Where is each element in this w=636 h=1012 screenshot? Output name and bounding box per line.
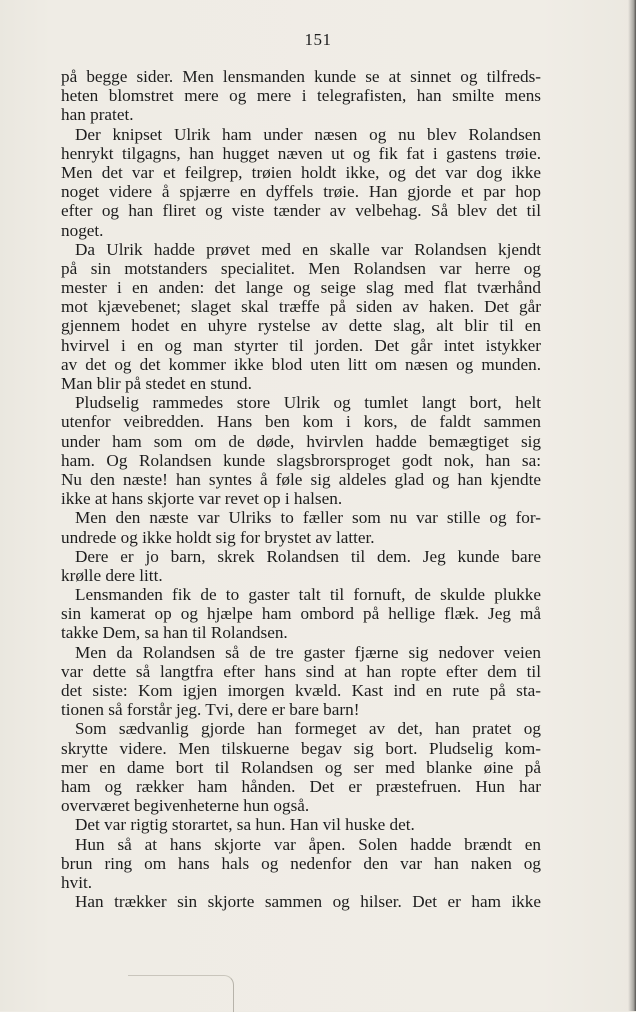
- body-text: [61, 67, 541, 911]
- text-line: under ham som om de døde, hvirvlen hadde bemægtiget sig: [61, 431, 541, 451]
- text-line: ikke at hans skjorte var revet op i halsen.: [61, 489, 343, 509]
- text-line: Som sædvanlig gjorde han formeget av det, han pratet og: [75, 719, 541, 739]
- text-line: gjennem hodet en uhyre rystelse av dette slag, alt blir til en: [61, 316, 541, 336]
- text-line: Men det var et feilgrep, trøien holdt ikke, og det var dog ikke: [61, 162, 541, 182]
- text-line: hvirvel i en og man styrter til jorden. Det går intet istykker: [61, 335, 541, 355]
- text-line: var dette så langtfra efter hans sind at han ropte efter dem til: [61, 661, 541, 681]
- text-line: noget videre å spjærre en dyffels trøie. Han gjorde et par hop: [61, 182, 541, 202]
- text-line: Da Ulrik hadde prøvet med en skalle var Rolandsen kjendt: [75, 239, 541, 259]
- text-line: skrytte videre. Men tilskuerne begav sig bort. Pludselig kom-: [61, 738, 541, 758]
- text-line: Nu den næste! han syntes å føle sig aldeles glad og han kjendte: [61, 469, 541, 489]
- text-line: Hun så at hans skjorte var åpen. Solen hadde brændt en: [75, 834, 541, 854]
- text-line: krølle dere litt.: [61, 565, 163, 585]
- text-line: noget.: [61, 220, 104, 240]
- text-line: Man blir på stedet en stund.: [61, 374, 252, 393]
- text-line: av det og det kommer ikke blod uten litt om næsen og munden.: [61, 354, 541, 374]
- text-line: Pludselig rammedes store Ulrik og tumlet langt bort, helt: [75, 393, 541, 413]
- page-number: 151: [304, 30, 332, 49]
- text-line: Dere er jo barn, skrek Rolandsen til dem. Jeg kunde bare: [75, 546, 541, 566]
- text-line: ham. Og Rolandsen kunde slagsbrorsproget godt nok, han sa:: [61, 450, 541, 470]
- text-line: Men da Rolandsen så de tre gaster fjærne sig nedover veien: [75, 642, 541, 662]
- page-fold-mark: [128, 975, 234, 1012]
- text-line: mester i en anden: det lange og seige slag med flat tværhånd: [61, 278, 541, 298]
- text-line: han pratet.: [61, 105, 134, 125]
- text-line: Det var rigtig storartet, sa hun. Han vil huske det.: [75, 815, 415, 835]
- page-edge-shadow: [628, 0, 636, 1011]
- text-line: efter og han fliret og viste tænder av velbehag. Så blev det til: [61, 201, 541, 221]
- text-line: det siste: Kom igjen imorgen kvæld. Kast ind en rute på sta-: [61, 681, 541, 700]
- text-line: brun ring om hans hals og nedenfor den var han naken og: [61, 853, 541, 873]
- text-line: Der knipset Ulrik ham under næsen og nu blev Rolandsen: [75, 124, 541, 144]
- text-line: Lensmanden fik de to gaster talt til fornuft, de skulde plukke: [75, 585, 541, 605]
- text-line: henrykt tilgagns, han hugget næven ut og fik fat i gastens trøie.: [61, 143, 541, 163]
- text-line: ham og rækker ham hånden. Det er præstefruen. Hun har: [61, 776, 541, 796]
- text-line: sin kamerat op og hjælpe ham ombord på hellige flæk. Jeg må: [61, 604, 541, 624]
- text-line: tionen så forstår jeg. Tvi, dere er bare barn!: [61, 700, 360, 720]
- text-line: overværet begivenheterne hun også.: [61, 796, 310, 816]
- text-line: mot kjævebenet; slaget skal træffe på siden av haken. Det går: [61, 297, 541, 317]
- text-line: undrede og ikke holdt sig for brystet av latter.: [61, 527, 375, 547]
- text-line: heten blomstret mere og mere i telegrafisten, han smilte mens: [61, 86, 541, 106]
- text-line: Han trækker sin skjorte sammen og hilser. Det er ham ikke: [75, 892, 541, 912]
- text-line: takke Dem, sa han til Rolandsen.: [61, 623, 288, 643]
- text-line: hvit.: [61, 872, 93, 892]
- text-line: på sin motstanders specialitet. Men Rolandsen var herre og: [61, 258, 541, 278]
- text-line: mer en dame bort til Rolandsen og ser med blanke øine på: [61, 757, 541, 777]
- text-line: på begge sider. Men lensmanden kunde se at sinnet og tilfreds-: [61, 67, 541, 86]
- text-line: utenfor veibredden. Hans ben kom i kors, de faldt sammen: [61, 412, 541, 432]
- text-line: Men den næste var Ulriks to fæller som nu var stille og for-: [75, 508, 541, 528]
